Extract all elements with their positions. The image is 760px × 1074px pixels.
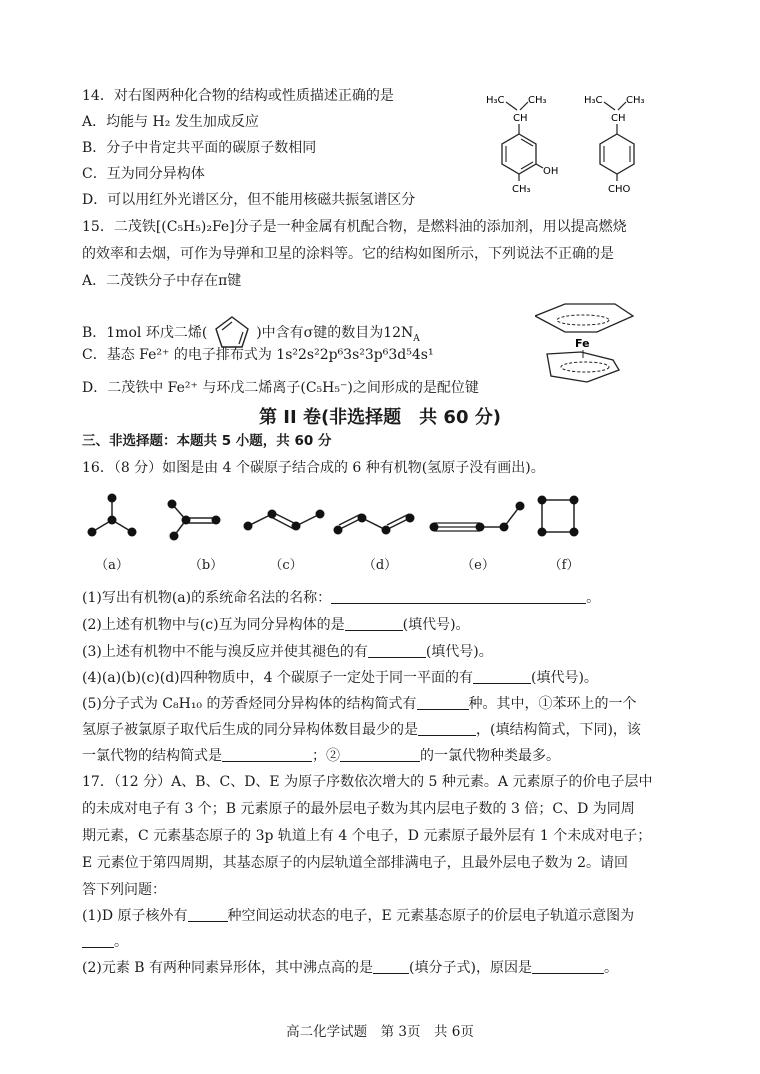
q14-option-c: C．互为同分异构体 (82, 166, 205, 182)
q16-part1-text: (1)写出有机物(a)的系统命名法的名称： (82, 590, 332, 606)
molecule-b (168, 500, 221, 541)
q16-part3-text: (3)上述有机物中不能与溴反应并使其褪色的有 (82, 644, 368, 660)
q15-option-b-pre: B．1mol 环戊二烯( (82, 325, 208, 341)
q16-part5-blank-most (340, 747, 420, 762)
q16-part5-text-d: ，(填结构简式，下同)，该 (476, 722, 641, 738)
section-heading: 三、非选择题：本题共 5 小题，共 60 分 (82, 433, 332, 449)
q16-part5-text-a: (5)分子式为 C₈H₁₀ 的芳香烃同分异构体的结构简式有 (82, 696, 417, 712)
q16-part2-end: (填代号)。 (402, 617, 470, 633)
q16-part1-end: 。 (586, 590, 601, 606)
molecule-label-f: （f） (548, 558, 580, 573)
molecule-a (88, 494, 137, 537)
molecule-label-b: （b） (188, 558, 224, 573)
q17-part2-text-c: 。 (603, 960, 618, 976)
q15-option-c: C．基态 Fe²⁺ 的电子排布式为 1s²2s²2p⁶3s²3p⁶3d⁵4s¹ (82, 347, 434, 363)
q17-part2-blank-reason (532, 959, 604, 974)
molecule-f (538, 496, 579, 537)
page-footer: 高二化学试题 第 3页 共 6页 (286, 1024, 474, 1040)
q17-part1-blank-count (188, 907, 228, 922)
molecule-d (334, 514, 415, 535)
q14-option-a: A．均能与 H₂ 发生加成反应 (82, 114, 259, 130)
q16-part1 (82, 588, 600, 608)
section-title: 第 II 卷(非选择题 共 60 分) (259, 407, 501, 428)
struct-label-cho: CHO (608, 184, 631, 195)
molecule-e (430, 502, 525, 532)
q15-option-d: D．二茂铁中 Fe²⁺ 与环戊二烯离子(C₅H₅⁻)之间形成的是配位键 (82, 380, 479, 396)
q17-part2 (82, 958, 618, 978)
q16-molecules-figure (80, 492, 600, 552)
q14-stem: 14．对右图两种化合物的结构或性质描述正确的是 (82, 88, 394, 104)
q16-part5-line1 (82, 694, 637, 714)
q17-part2-blank-formula (373, 959, 409, 974)
q16-part2-blank (345, 616, 403, 631)
q17-line4: E 元素位于第四周期，其基态原子的内层轨道全部排满电子，且最外层电子数为 2。请回 (82, 855, 629, 871)
struct-label-ch-2: CH (611, 113, 626, 124)
q16-part3 (82, 642, 493, 662)
molecule-label-c: （c） (269, 558, 303, 573)
q16-part5-text-g: 的一氯代物种类最多。 (420, 748, 560, 764)
q16-part5-text-b: 种。其中，①苯环上的一个 (468, 696, 637, 712)
ferrocene-figure (535, 298, 635, 388)
q17-part1-line2 (82, 932, 128, 952)
q16-part4-end: (填代号)。 (531, 670, 598, 686)
q17-part1-blank-orbital (82, 933, 114, 948)
q16-part5-line2 (82, 720, 641, 740)
q17-part1-line1 (82, 906, 634, 926)
q16-part5-line3 (82, 746, 560, 766)
q14-structures-figure (480, 88, 680, 198)
q16-part3-end: (填代号)。 (425, 644, 493, 660)
molecule-c (244, 510, 325, 531)
q16-part1-blank (331, 589, 586, 604)
struct-label-ch3-2: CH₃ (512, 184, 531, 195)
q16-stem: 16．（8 分）如图是由 4 个碳原子结合成的 6 种有机物(氢原子没有画出)。 (82, 460, 545, 476)
struct-label-ch-1: CH (513, 113, 528, 124)
q14-option-b: B．分子中肯定共平面的碳原子数相同 (82, 140, 317, 156)
q15-stem-line2: 的效率和去烟，可作为导弹和卫星的涂料等。它的结构如图所示，下列说法不正确的是 (82, 246, 614, 262)
q17-part2-text-a: (2)元素 B 有两种同素异形体，其中沸点高的是 (82, 960, 374, 976)
q17-part1-text-c: 。 (114, 934, 128, 950)
molecule-label-d: （d） (362, 558, 398, 573)
q16-part4-blank (473, 669, 531, 684)
q17-line3: 期元素，C 元素基态原子的 3p 轨道上有 4 个电子，D 元素原子最外层有 1 个未成对电子； (82, 828, 652, 844)
struct-label-ch3-1: CH₃ (528, 95, 547, 106)
q16-part5-blank-isomer (418, 721, 476, 736)
molecule-label-e: （e） (461, 558, 495, 573)
q16-part4-text: (4)(a)(b)(c)(d)四种物质中，4 个碳原子一定处于同一平面的有 (82, 670, 473, 686)
q16-part4 (82, 668, 598, 688)
q16-part5-text-e: 一氯代物的结构简式是 (82, 748, 222, 764)
q16-part2 (82, 615, 470, 635)
q15-stem-line1: 15．二茂铁[(C₅H₅)₂Fe]分子是一种金属有机配合物，是燃料油的添加剂，用以提高燃烧 (82, 219, 627, 235)
q17-part2-text-b: (填分子式)，原因是 (409, 960, 532, 976)
q14-option-d: D．可以用红外光谱区分，但不能用核磁共振氢谱区分 (82, 192, 416, 208)
q16-part2-text: (2)上述有机物中与(c)互为同分异构体的是 (82, 617, 345, 633)
molecule-label-a: （a） (95, 558, 129, 573)
fe-label: Fe (575, 337, 590, 350)
q17-line5: 答下列问题： (82, 882, 166, 898)
struct-label-h3c-1: H₃C (486, 95, 505, 106)
struct-label-h3c-2: H₃C (584, 95, 603, 106)
q17-part1-text-b: 种空间运动状态的电子，E 元素基态原子的价层电子轨道示意图为 (227, 908, 635, 924)
q16-part3-blank (368, 643, 426, 658)
q16-part5-blank-chloride (222, 747, 312, 762)
q15-option-b-sub: A (413, 333, 420, 344)
q16-part5-text-f: ；② (312, 748, 340, 764)
q16-part5-blank-count (417, 695, 469, 710)
q15-option-b-post: )中含有σ键的数目为12N (256, 325, 414, 341)
q17-line1: 17．（12 分）A、B、C、D、E 为原子序数依次增大的 5 种元素。A 元素原子的价电子层中 (82, 774, 653, 790)
q17-line2: 的未成对电子有 3 个；B 元素原子的最外层电子数为其内层电子数的 3 倍；C、D 为同周 (82, 801, 635, 817)
q17-part1-text-a: (1)D 原子核外有 (82, 908, 188, 924)
struct-label-oh: OH (543, 166, 559, 177)
q15-option-a: A．二茂铁分子中存在π键 (82, 273, 242, 289)
struct-label-ch3-3: CH₃ (626, 95, 645, 106)
q16-part5-text-c: 氢原子被氯原子取代后生成的同分异构体数目最少的是 (82, 722, 418, 738)
